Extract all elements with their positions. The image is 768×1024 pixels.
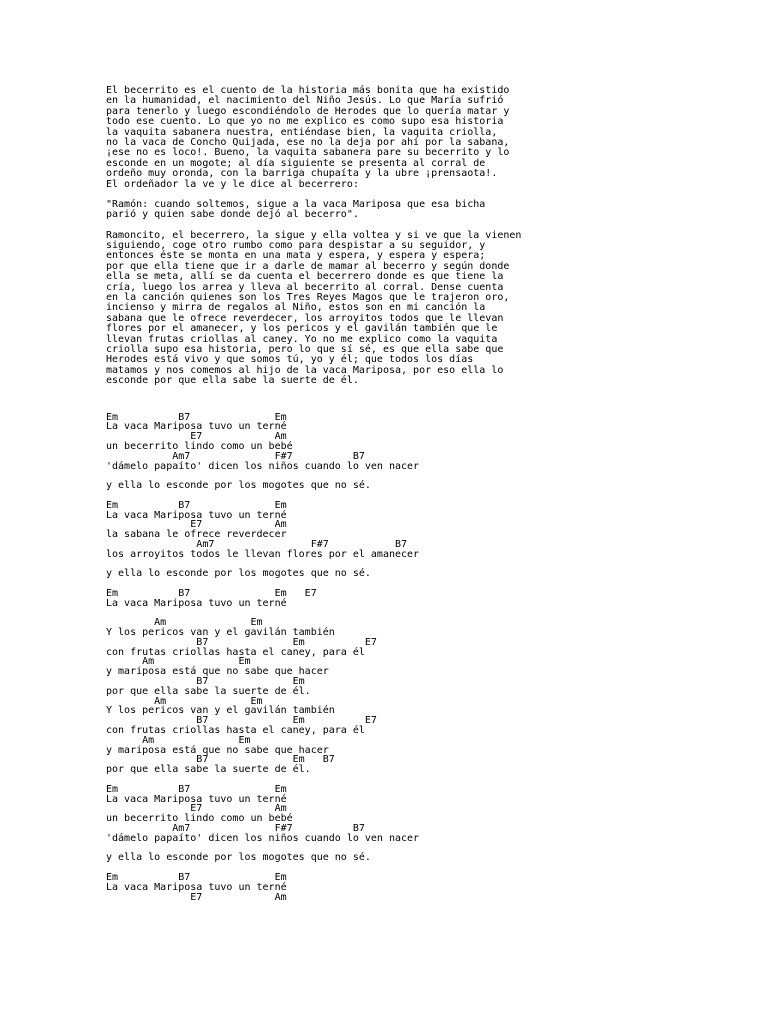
intro-paragraph	[106, 86, 746, 190]
chord-line: Am7 F#7 B7	[106, 538, 408, 550]
text-line: esconde por que ella sabe la suerte de él.	[106, 375, 359, 387]
lyric-line: por que ella sabe la suerte de él.	[106, 764, 311, 776]
text-line: "Ramón: cuando soltemos, sigue a la vaca Mariposa que esa bicha	[106, 198, 486, 210]
chord-line: Am7 F#7 B7	[106, 823, 365, 835]
story-paragraph	[106, 231, 746, 387]
lyric-line: Y los pericos van y el gavilán también	[106, 627, 335, 639]
text-line: entonces éste se monta en una mata y espera, y espera y espera;	[106, 250, 486, 262]
text-line: El ordeñador la ve y le dice al becerrero:	[106, 178, 359, 190]
text-line: para tenerlo y luego escondiéndolo de Herodes que lo quería matar y	[106, 105, 510, 117]
lyric-line: 'dámelo papaíto' dicen los niños cuando lo ven nacer	[106, 832, 420, 844]
text-line: todo ese cuento. Lo que yo no me explico es como supo esa historia	[106, 116, 504, 128]
text-line: llevan frutas criollas al caney. Yo no me explico como la vaquita	[106, 333, 498, 345]
text-line: ¡ese no es loco!. Bueno, la vaquita sabanera pare su becerrito y lo	[106, 147, 510, 159]
lyric-line: La vaca Mariposa tuvo un terné	[106, 881, 287, 893]
lyric-line: 'dámelo papaíto' dicen los niños cuando lo ven nacer	[106, 460, 420, 472]
lyric-line: con frutas criollas hasta el caney, para él	[106, 646, 365, 658]
text-line: esconde en un mogote; al día siguiente se presenta al corral de	[106, 157, 486, 169]
lyric-line: y mariposa está que no sabe que hacer	[106, 744, 329, 756]
text-line: ella se meta, allí se da cuenta el becerrero donde es que tiene la	[106, 271, 504, 283]
chord-line: Em B7 Em	[106, 872, 287, 883]
chord-line: B7 Em B7	[106, 754, 335, 766]
lyric-line: un becerrito lindo como un bebé	[106, 440, 293, 452]
chord-line: E7 Am	[106, 891, 287, 903]
text-line: ordeño muy oronda, con la barriga chupaíta y la ubre ¡prensaota!.	[106, 168, 498, 180]
lyric-line: La vaca Mariposa tuvo un terné	[106, 597, 287, 609]
lyric-line: los arroyitos todos le llevan flores por el amanecer	[106, 548, 420, 560]
lyric-line: con frutas criollas hasta el caney, para él	[106, 725, 365, 737]
lyric-line: La vaca Mariposa tuvo un terné	[106, 509, 287, 521]
chord-line: E7 Am	[106, 431, 287, 443]
chord-line: Em B7 Em E7	[106, 587, 317, 599]
section-gap	[106, 387, 746, 413]
chord-line: Am Em	[106, 695, 263, 707]
text-line: la vaquita sabanera nuestra, entiéndase bien, la vaquita criolla,	[106, 126, 498, 138]
chord-line: Em B7 Em	[106, 499, 287, 511]
quote-paragraph	[106, 200, 746, 221]
text-line: no la vaca de Concho Quijada, ese no la deja por ahí por la sabana,	[106, 136, 510, 148]
chord-line: Am7 F#7 B7	[106, 450, 365, 462]
lyric-line: y ella lo esconde por los mogotes que no sé.	[106, 852, 371, 864]
chord-line: E7 Am	[106, 519, 287, 531]
text-line: siguiendo, coge otro rumbo como para despistar a su seguidor, y	[106, 240, 486, 252]
lyric-line: y mariposa está que no sabe que hacer	[106, 666, 329, 678]
chord-line: Em B7 Em	[106, 411, 287, 423]
text-line: flores por el amanecer, y los pericos y el gavilán también que le	[106, 323, 498, 335]
lyric-line: y ella lo esconde por los mogotes que no sé.	[106, 480, 371, 492]
lyric-line: Y los pericos van y el gavilán también	[106, 705, 335, 717]
text-line: incienso y mirra de regalos al Niño, estos son en mi canción la	[106, 302, 486, 314]
lyric-line: por que ella sabe la suerte de él.	[106, 685, 311, 697]
text-line: matamos y nos comemos al hijo de la vaca Mariposa, por eso ella lo	[106, 364, 504, 376]
chord-line: Am Em	[106, 656, 251, 668]
song-chord-sheet	[106, 413, 746, 903]
lyric-line: la sabana le ofrece reverdecer	[106, 529, 287, 541]
chord-line: Em B7 Em	[106, 783, 287, 795]
text-line: El becerrito es el cuento de la historia más bonita que ha existido	[106, 85, 510, 96]
chord-line: Am Em	[106, 617, 263, 629]
text-line: sabana que le ofrece reverdecer, los arroyitos todos que le llevan	[106, 312, 504, 324]
text-line: por que ella tiene que ir a darle de mamar al becerro y según donde	[106, 260, 510, 272]
lyric-line: un becerrito lindo como un bebé	[106, 813, 293, 825]
text-line: criolla supo esa historia, pero lo que sí sé, es que ella sabe que	[106, 343, 504, 355]
text-line: cría, luego los arrea y lleva al becerrito al corral. Dense cuenta	[106, 281, 504, 293]
text-line: parió y quien sabe donde dejó al becerro".	[106, 209, 359, 221]
chord-line: Am Em	[106, 734, 251, 746]
text-line: Ramoncito, el becerrero, la sigue y ella voltea y si ve que la vienen	[106, 229, 522, 241]
chord-line: B7 Em E7	[106, 715, 377, 727]
lyric-line: y ella lo esconde por los mogotes que no sé.	[106, 568, 371, 580]
chord-line: E7 Am	[106, 803, 287, 815]
lyric-line: La vaca Mariposa tuvo un terné	[106, 421, 287, 433]
lyric-line: La vaca Mariposa tuvo un terné	[106, 793, 287, 805]
text-line: Herodes está vivo y que somos tú, yo y él; que todos los días	[106, 354, 474, 366]
text-line: en la humanidad, el nacimiento del Niño Jesús. Lo que María sufrió	[106, 95, 504, 107]
text-line: en la canción quienes son los Tres Reyes Magos que le trajeron oro,	[106, 292, 510, 304]
chord-line: B7 Em	[106, 676, 305, 688]
chord-line: B7 Em E7	[106, 636, 377, 648]
document-page	[106, 86, 746, 902]
